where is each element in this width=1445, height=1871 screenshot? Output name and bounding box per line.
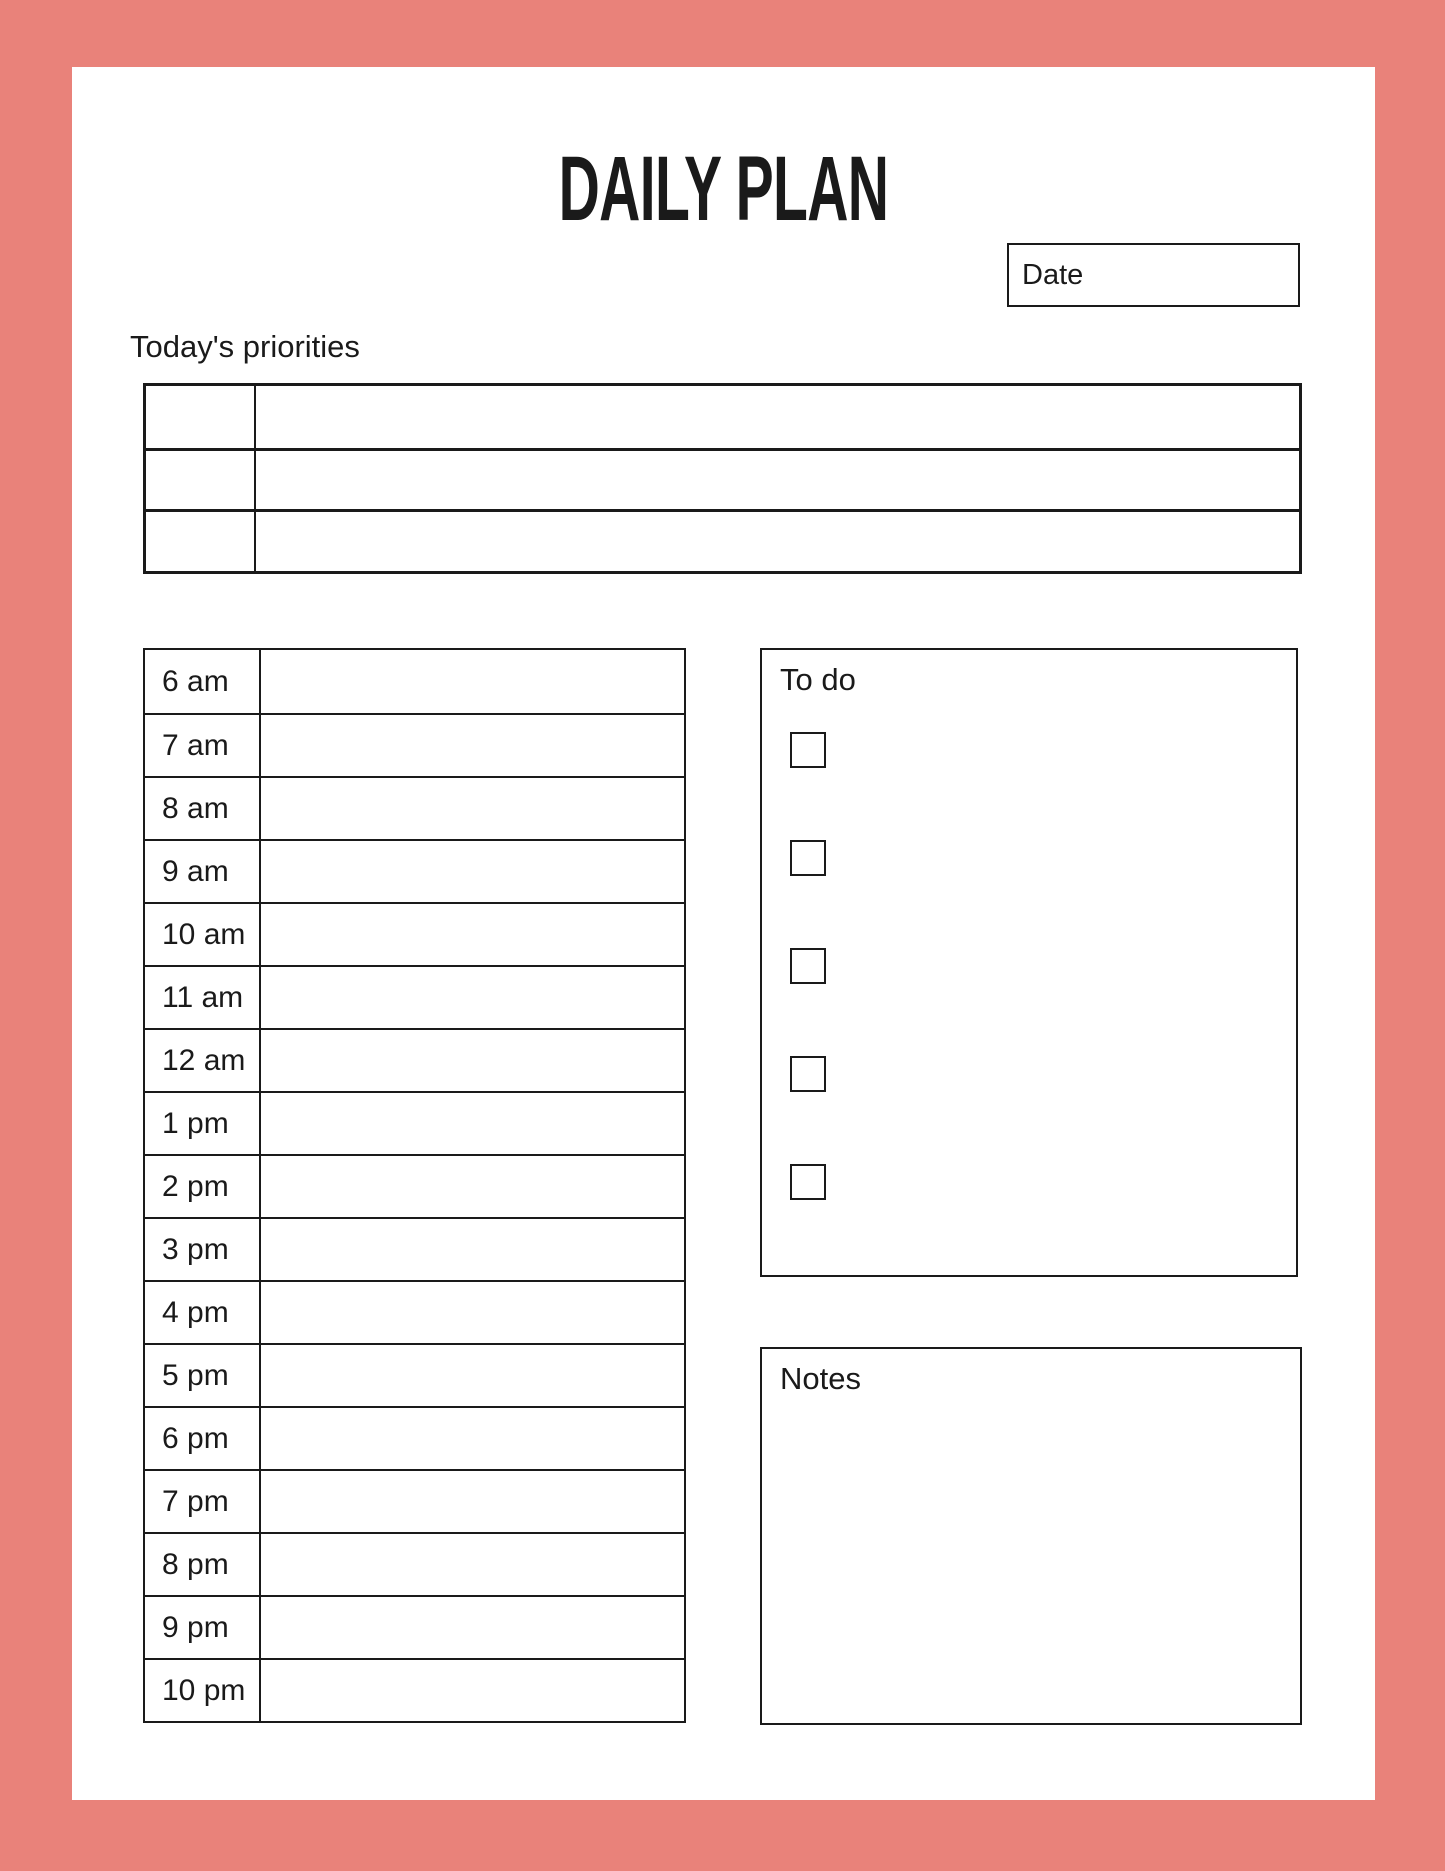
- todo-checkbox[interactable]: [790, 840, 826, 876]
- schedule-table: [143, 648, 686, 1723]
- notes-input[interactable]: [762, 1405, 1300, 1723]
- todo-heading: To do: [780, 662, 856, 697]
- schedule-time-label: 8 am: [145, 778, 261, 839]
- schedule-entry-cell[interactable]: [261, 1597, 684, 1658]
- schedule-row: [145, 965, 684, 1028]
- date-label: Date: [1022, 258, 1084, 291]
- schedule-entry-cell[interactable]: [261, 1471, 684, 1532]
- schedule-time-label: 4 pm: [145, 1282, 261, 1343]
- schedule-time-label: 3 pm: [145, 1219, 261, 1280]
- schedule-entry-cell[interactable]: [261, 1282, 684, 1343]
- schedule-entry-cell[interactable]: [261, 1534, 684, 1595]
- schedule-row: [145, 1217, 684, 1280]
- schedule-entry-cell[interactable]: [261, 1345, 684, 1406]
- schedule-time-label: 2 pm: [145, 1156, 261, 1217]
- priorities-heading: Today's priorities: [130, 329, 360, 364]
- page-title: DAILY PLAN: [558, 138, 889, 240]
- todo-checkbox[interactable]: [790, 732, 826, 768]
- schedule-row: [145, 650, 684, 713]
- schedule-time-label: 12 am: [145, 1030, 261, 1091]
- todo-item[interactable]: [790, 948, 826, 984]
- priority-text-cell[interactable]: [256, 451, 1299, 510]
- notes-section: [760, 1347, 1302, 1725]
- schedule-entry-cell[interactable]: [261, 1093, 684, 1154]
- schedule-entry-cell[interactable]: [261, 778, 684, 839]
- schedule-entry-cell[interactable]: [261, 967, 684, 1028]
- schedule-entry-cell[interactable]: [261, 650, 684, 713]
- todo-item[interactable]: [790, 840, 826, 876]
- schedule-row: [145, 1406, 684, 1469]
- schedule-row: [145, 1028, 684, 1091]
- schedule-entry-cell[interactable]: [261, 841, 684, 902]
- schedule-entry-cell[interactable]: [261, 1408, 684, 1469]
- paper-page: [72, 67, 1375, 1800]
- schedule-row: [145, 902, 684, 965]
- schedule-time-label: 7 pm: [145, 1471, 261, 1532]
- todo-item[interactable]: [790, 1056, 826, 1092]
- priority-text-cell[interactable]: [256, 512, 1299, 571]
- schedule-row: [145, 1532, 684, 1595]
- schedule-time-label: 10 pm: [145, 1660, 261, 1721]
- schedule-row: [145, 1280, 684, 1343]
- schedule-time-label: 1 pm: [145, 1093, 261, 1154]
- schedule-row: [145, 1595, 684, 1658]
- schedule-time-label: 6 am: [145, 650, 261, 713]
- schedule-entry-cell[interactable]: [261, 1156, 684, 1217]
- schedule-row: [145, 713, 684, 776]
- priority-number-cell[interactable]: [146, 386, 256, 448]
- schedule-time-label: 11 am: [145, 967, 261, 1028]
- todo-item[interactable]: [790, 732, 826, 768]
- priority-row: [146, 386, 1299, 448]
- schedule-time-label: 7 am: [145, 715, 261, 776]
- schedule-row: [145, 1658, 684, 1721]
- schedule-entry-cell[interactable]: [261, 1660, 684, 1721]
- schedule-time-label: 10 am: [145, 904, 261, 965]
- date-field: [1007, 243, 1300, 307]
- schedule-time-label: 9 pm: [145, 1597, 261, 1658]
- todo-checkbox[interactable]: [790, 1164, 826, 1200]
- schedule-time-label: 8 pm: [145, 1534, 261, 1595]
- schedule-row: [145, 1154, 684, 1217]
- notes-heading: Notes: [780, 1361, 861, 1396]
- priority-text-cell[interactable]: [256, 386, 1299, 448]
- priority-number-cell[interactable]: [146, 451, 256, 510]
- schedule-entry-cell[interactable]: [261, 1030, 684, 1091]
- schedule-row: [145, 1469, 684, 1532]
- schedule-entry-cell[interactable]: [261, 715, 684, 776]
- todo-checkbox[interactable]: [790, 948, 826, 984]
- date-input[interactable]: [1083, 245, 1298, 305]
- todo-checkbox[interactable]: [790, 1056, 826, 1092]
- todo-section: [760, 648, 1298, 1277]
- priority-row: [146, 448, 1299, 510]
- priorities-table: [143, 383, 1302, 574]
- schedule-row: [145, 1091, 684, 1154]
- schedule-row: [145, 1343, 684, 1406]
- schedule-row: [145, 839, 684, 902]
- schedule-time-label: 5 pm: [145, 1345, 261, 1406]
- schedule-time-label: 9 am: [145, 841, 261, 902]
- schedule-time-label: 6 pm: [145, 1408, 261, 1469]
- todo-item[interactable]: [790, 1164, 826, 1200]
- schedule-entry-cell[interactable]: [261, 904, 684, 965]
- schedule-row: [145, 776, 684, 839]
- priority-row: [146, 509, 1299, 571]
- priority-number-cell[interactable]: [146, 512, 256, 571]
- schedule-entry-cell[interactable]: [261, 1219, 684, 1280]
